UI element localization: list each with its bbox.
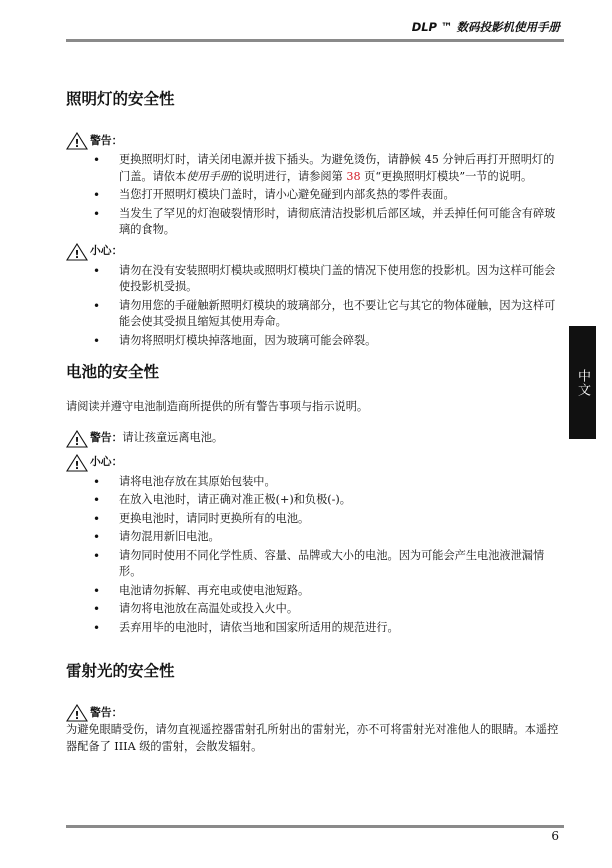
warning-text: 请让孩童远离电池。 xyxy=(122,431,224,445)
warning-callout-laser xyxy=(66,704,561,722)
list-item: • 请将电池存放在其原始包装中。 xyxy=(66,474,561,491)
laser-warning-body: 为避免眼睛受伤，请勿直视遥控器雷射孔所射出的雷射光，亦不可将雷射光对准他人的眼睛。本遥控器配备了 IIIA 级的雷射，会散发辐射。 xyxy=(66,723,559,753)
list-item: • 当发生了罕见的灯泡破裂情形时，请彻底清洁投影机后部区域，并丢掉任何可能含有碎玻璃的食物。 xyxy=(66,206,561,239)
list-item: • 请勿将照明灯模块掉落地面，因为玻璃可能会碎裂。 xyxy=(66,333,561,350)
warning-label: 警告： xyxy=(90,705,123,719)
list-item: • 请勿用您的手碰触新照明灯模块的玻璃部分，也不要让它与其它的物体碰触，因为这样可能会使其受损且缩短其使用寿命。 xyxy=(66,298,561,331)
list-item: • 当您打开照明灯模块门盖时，请小心避免碰到内部炙热的零件表面。 xyxy=(66,187,561,204)
warning-label: 警告： xyxy=(90,133,123,147)
caution-callout-battery xyxy=(66,454,561,472)
page-header-title: DLP ™ 数码投影机使用手册 xyxy=(411,20,560,34)
list-item: • 请勿混用新旧电池。 xyxy=(66,529,561,546)
caution-triangle-icon xyxy=(66,243,88,261)
side-tab-label: 中文 xyxy=(575,368,590,397)
battery-caution-list xyxy=(66,474,561,637)
page-number: 6 xyxy=(551,829,559,843)
list-item: • 在放入电池时，请正确对准正极(+)和负极(-)。 xyxy=(66,492,561,509)
svg-text:!: ! xyxy=(74,709,80,722)
caution-callout-lamp xyxy=(66,243,561,261)
svg-text:!: ! xyxy=(74,458,80,472)
svg-text:!: ! xyxy=(74,247,80,261)
section-title-battery: 电池的安全性 xyxy=(66,363,160,381)
footer-rule xyxy=(66,825,564,828)
list-item: • 丢弃用毕的电池时，请依当地和国家所适用的规范进行。 xyxy=(66,620,561,637)
language-side-tab xyxy=(569,326,596,439)
section-title-laser: 雷射光的安全性 xyxy=(66,662,175,680)
caution-label: 小心： xyxy=(90,455,123,469)
svg-text:!: ! xyxy=(74,137,80,150)
caution-triangle-icon xyxy=(66,454,88,472)
list-item: • 请勿在没有安装照明灯模块或照明灯模块门盖的情况下使用您的投影机。因为这样可能会使投影机受损。 xyxy=(66,263,561,296)
list-item: • 电池请勿拆解、再充电或使电池短路。 xyxy=(66,583,561,600)
warning-triangle-icon xyxy=(66,704,88,722)
warning-triangle-icon xyxy=(66,430,88,448)
page-reference-link[interactable]: 38 xyxy=(346,169,361,183)
list-item: • 更换电池时，请同时更换所有的电池。 xyxy=(66,511,561,528)
warning-label: 警告： xyxy=(90,431,123,445)
header-rule xyxy=(66,39,564,42)
list-item: • 请勿将电池放在高温处或投入火中。 xyxy=(66,601,561,618)
warning-callout-lamp xyxy=(66,132,561,150)
caution-label: 小心： xyxy=(90,244,123,258)
battery-intro: 请阅读并遵守电池制造商所提供的所有警告事项与指示说明。 xyxy=(66,400,369,413)
section-title-lamp: 照明灯的安全性 xyxy=(66,90,175,108)
warning-triangle-icon xyxy=(66,132,88,150)
lamp-caution-list xyxy=(66,263,561,350)
list-item: • 更换照明灯时，请关闭电源并拔下插头。为避免烫伤，请静候 45 分钟后再打开照明灯的门盖。请依本使用手册的说明进行，请参阅第 38 页“更换照明灯模块”一节的说明。 xyxy=(66,152,561,185)
svg-text:!: ! xyxy=(74,434,80,448)
warning-callout-battery xyxy=(66,430,561,448)
manual-title-italic: 使用手册 xyxy=(186,169,231,183)
page-content xyxy=(66,88,561,755)
lamp-warning-list xyxy=(66,152,561,239)
list-item: • 请勿同时使用不同化学性质、容量、品牌或大小的电池。因为可能会产生电池液泄漏情形。 xyxy=(66,548,561,581)
